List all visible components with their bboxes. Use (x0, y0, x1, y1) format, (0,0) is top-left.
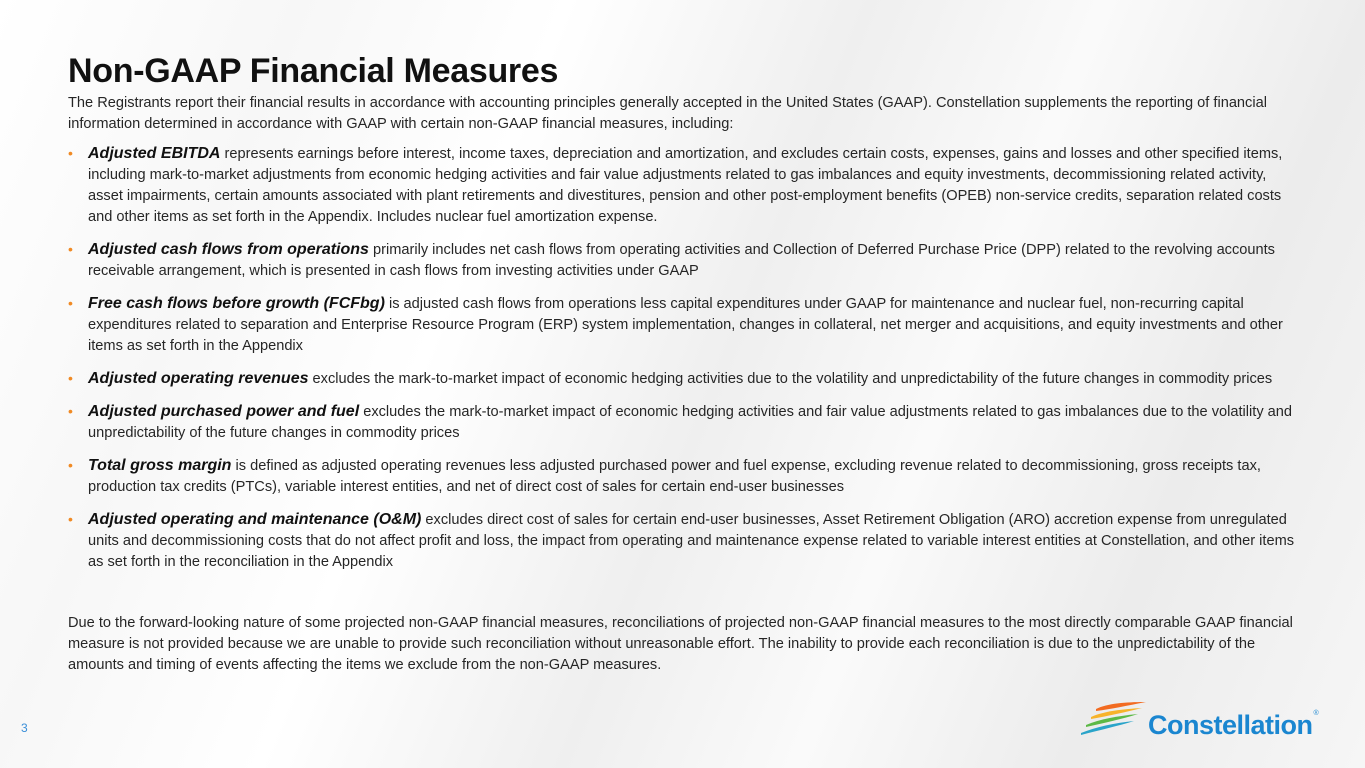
term-adjusted-cash-flows: Adjusted cash flows from operations (88, 241, 369, 258)
logo-stripes-icon (1080, 702, 1146, 736)
bullet-icon: • (68, 511, 73, 527)
list-item (68, 401, 1303, 444)
logo-wordmark: Constellation® (1148, 710, 1319, 740)
list-item (68, 143, 1303, 228)
definition-text: excludes direct cost of sales for certain end-user businesses, Asset Retirement Obligation (ARO) accretion expense from unregulated units and decommissioning costs that do not affect profit and loss, the impact from operating and maintenance expense related to variable interest entities at Constellation, and other items as set forth in the reconciliation in the Appendix (88, 512, 1295, 570)
definition-text: excludes the mark-to-market impact of economic hedging activities and fair value adjustments related to gas imbalances due to the volatility and unpredictability of the future changes in commodity prices (88, 404, 1293, 441)
term-adjusted-purchased-power: Adjusted purchased power and fuel (88, 403, 360, 420)
list-item (68, 239, 1303, 282)
list-item (68, 293, 1303, 357)
bullet-icon: • (68, 457, 73, 473)
bullet-icon: • (68, 145, 73, 161)
bullet-icon: • (68, 370, 73, 386)
intro-paragraph: The Registrants report their financial results in accordance with accounting principles generally accepted in the United States (GAAP). Constellation supplements the reporting of financial information determined in accordance with GAAP with certain non-GAAP financial measures, including: (68, 95, 1267, 132)
constellation-logo (1080, 702, 1330, 748)
bullet-icon: • (68, 241, 73, 257)
term-adjusted-om: Adjusted operating and maintenance (O&M) (88, 511, 422, 528)
page-number: 3 (21, 721, 28, 735)
bullet-icon: • (68, 295, 73, 311)
closing-paragraph: Due to the forward-looking nature of some projected non-GAAP financial measures, reconciliations of projected non-GAAP financial measures to the most directly comparable GAAP financial measure is not provided because we are unable to provide such reconciliation without unreasonable effort. The inability to provide each reconciliation is due to the unpredictability of the amounts and timing of events affecting the items we exclude from the non-GAAP measures. (68, 615, 1293, 673)
definition-text: excludes the mark-to-market impact of economic hedging activities due to the volatility and unpredictability of the future changes in commodity prices (308, 371, 1273, 387)
definition-text: represents earnings before interest, income taxes, depreciation and amortization, and excludes certain costs, expenses, gains and losses and other specified items, including mark-to-market adjustments from economic hedging activities and fair value adjustments related to gas imbalances and equity investments, decommissioning related activity, asset impairments, certain amounts associated with plant retirements and divestitures, pension and other post-employment benefits (OPEB) non-service credits, separation related costs and other items as set forth in the Appendix. Includes nuclear fuel amortization expense. (88, 146, 1283, 225)
definition-text: is defined as adjusted operating revenues less adjusted purchased power and fuel expense, excluding revenue related to decommissioning, gross receipts tax, production tax credits (PTCs), variable interest entities, and net of direct cost of sales for certain end-user businesses (88, 458, 1261, 495)
slide-body (68, 93, 1303, 676)
slide-title: Non-GAAP Financial Measures (68, 52, 559, 90)
term-adjusted-operating-revenues: Adjusted operating revenues (88, 370, 309, 387)
term-free-cash-flows: Free cash flows before growth (FCFbg) (88, 295, 385, 312)
definitions-list (68, 143, 1303, 573)
list-item (68, 509, 1303, 573)
definition-text: is adjusted cash flows from operations less capital expenditures under GAAP for maintenance and nuclear fuel, non-recurring capital expenditures related to separation and Enterprise Resource Program (ERP) system implementation, changes in collateral, net merger and acquisitions, and equity investments and other items as set forth in the Appendix (88, 296, 1283, 354)
list-item (68, 455, 1303, 498)
definition-text: primarily includes net cash flows from operating activities and Collection of Deferred Purchase Price (DPP) related to the revolving accounts receivable arrangement, which is presented in cash flows from investing activities under GAAP (88, 242, 1275, 279)
term-adjusted-ebitda: Adjusted EBITDA (88, 145, 221, 162)
bullet-icon: • (68, 403, 73, 419)
term-total-gross-margin: Total gross margin (88, 457, 232, 474)
list-item (68, 368, 1303, 390)
